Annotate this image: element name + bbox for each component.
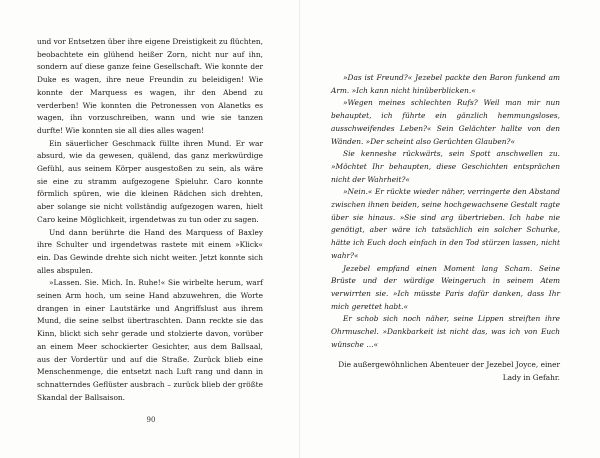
- paragraph: Jezebel empfand einen Moment lang Scham. Seine Brüste und der würdige Weingeruch in seinem Atem verwirrten sie. »Ich müsste Paris dafür danken, dass Ihr mich gerettet habt.«: [331, 263, 560, 311]
- paragraph: Er schob sich noch näher, seine Lippen streiften ihre Ohrmuschel. »Dankbarkeit ist nicht das, was ich von Euch wünsche …«: [331, 314, 560, 349]
- paragraph: »Nein.« Er rückte wieder näher, verringerte den Abstand zwischen ihnen beiden, seine hochgewachsene Gestalt ragte über sie hinaus. »Sie sind arg übertrieben. Ich habe nie genötigt, aber wäre ich tatsächlich ein solcher Schurke, hätte ich Euch doch einfach in den Tod stürzen lassen, nicht wahr?«: [331, 187, 560, 260]
- right-page-body: [331, 72, 560, 385]
- paragraph: Und dann berührte die Hand des Marquess of Baxley ihre Schulter und irgendetwas rastete mit einem »Klick« ein. Das Gewinde drehte sich nicht weiter. Jetzt konnte sich alles abspulen.: [37, 227, 263, 275]
- closing-line: Die außergewöhnlichen Abenteuer der Jezebel Joyce, einer Lady in Gefahr.: [338, 360, 560, 383]
- paragraph: Ein säuerlicher Geschmack füllte ihren Mund. Er war absurd, wie da gewesen, quälend, das ganz merkwürdige Gefühl, aus seinem Körper ausgestoßen zu sein, als wäre sie eine zu stramm aufgezogene Spieluhr. Caro konnte förmlich spüren, wie die kleinen Rädchen sich drehten, aber solange sie nicht vollständig aufgezogen waren, hielt Caro keine Möglichkeit, irgendetwas zu tun oder zu sagen.: [37, 138, 263, 224]
- left-page-body: [37, 36, 263, 404]
- paragraph: »Lassen. Sie. Mich. In. Ruhe!« Sie wirbelte herum, warf seinen Arm hoch, um seine Hand abzuwehren, die Worte drangen in einer Lautstärke und Angriffslust aus ihrem Mund, die seine selbst übertraschten. Dann reckte sie das Kinn, blickt sich sehr gerade und stolzierte davon, vorüber an einem Meer schockierter Gesichter, aus dem Ballsaal, aus der Vordertür und auf die Straße. Zurück blieb eine Menschenmenge, die entsetzt nach Luft rang und dann in schnatterndes Geflüster ausbrach – zurück blieb der größte Skandal der Ballsaison.: [37, 278, 263, 402]
- paragraph: Sie kenneshe rückwärts, sein Spott anschwellen zu. »Möchtet Ihr behaupten, diese Geschichten entsprächen nicht der Wahrheit?«: [331, 149, 560, 184]
- paragraph: »Wegen meines schlechten Rufs? Weil man mir nun behauptet, ich führte ein gänzlich hemmungsloses, ausschweifendes Leben?« Sein Gelächter hallte von den Wänden. »Der scheint also Gerüchten Glauben?«: [331, 98, 560, 146]
- page-number: 90: [146, 416, 156, 424]
- paragraph: und vor Entsetzen über ihre eigene Dreistigkeit zu flüchten, beobachtete ein glühend heißer Zorn, nicht nur auf ihn, sondern auf diese ganze feine Gesellschaft. Wie konnte der Duke es wagen, ihre neue Freundin zu beleidigen! Wie konnte der Marquess es wagen, ihr den Abend zu verderben! Wie konnten die Petronessen von Alanetks es wagen, ihn vorzuschreiben, wann und wie sie tanzen durfte! Wie konnten sie all dies alles wagen!: [37, 37, 263, 135]
- paragraph: »Das ist Freund?« Jezebel packte den Baron funkend am Arm. »Ich kann nicht hinüberblicken.«: [331, 73, 560, 95]
